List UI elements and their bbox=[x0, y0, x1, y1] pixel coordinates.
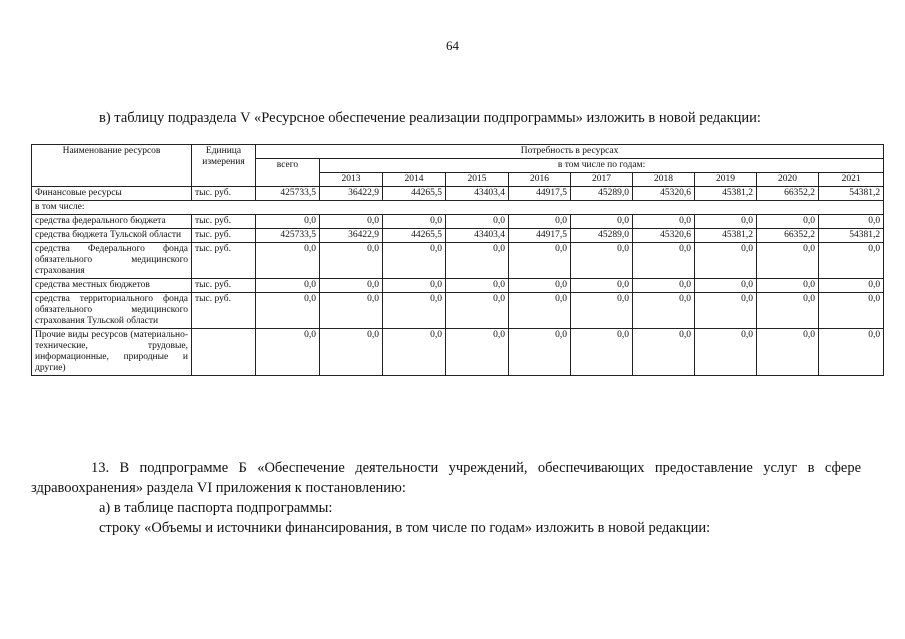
header-resource-need: Потребность в ресурсах bbox=[256, 145, 884, 159]
row-year-value: 0,0 bbox=[509, 293, 571, 329]
table-row bbox=[32, 229, 884, 243]
row-resource-name: средства Федерального фонда обязательного медицинского страхования bbox=[32, 243, 192, 279]
row-year-value: 0,0 bbox=[633, 329, 695, 376]
header-by-years: в том числе по годам: bbox=[320, 159, 884, 173]
header-year: 2017 bbox=[571, 173, 633, 187]
row-year-value: 44917,5 bbox=[509, 229, 571, 243]
row-year-value: 0,0 bbox=[695, 215, 757, 229]
row-year-value: 54381,2 bbox=[819, 229, 884, 243]
row-year-value: 0,0 bbox=[695, 279, 757, 293]
row-year-value: 0,0 bbox=[819, 293, 884, 329]
paragraph-13: 13. В подпрограмме Б «Обеспечение деятельности учреждений, обеспечивающих предоставление услуг в сфере здравоохранения» раздела VI приложения к постановлению: bbox=[31, 460, 861, 496]
row-year-value: 0,0 bbox=[509, 215, 571, 229]
header-row-1 bbox=[32, 145, 884, 159]
row-year-value: 36422,9 bbox=[320, 229, 383, 243]
row-year-value: 43403,4 bbox=[446, 229, 509, 243]
row-year-value: 0,0 bbox=[633, 215, 695, 229]
row-year-value: 0,0 bbox=[320, 293, 383, 329]
header-total: всего bbox=[256, 159, 320, 187]
header-year: 2019 bbox=[695, 173, 757, 187]
row-year-value: 0,0 bbox=[757, 215, 819, 229]
row-year-value: 44265,5 bbox=[383, 229, 446, 243]
row-year-value: 45289,0 bbox=[571, 229, 633, 243]
row-year-value: 0,0 bbox=[446, 279, 509, 293]
row-year-value: 0,0 bbox=[757, 243, 819, 279]
header-year: 2018 bbox=[633, 173, 695, 187]
row-year-value: 0,0 bbox=[446, 293, 509, 329]
row-year-value: 0,0 bbox=[571, 243, 633, 279]
row-year-value: 0,0 bbox=[571, 329, 633, 376]
row-unit: тыс. руб. bbox=[192, 293, 256, 329]
table-row bbox=[32, 215, 884, 229]
row-total: 0,0 bbox=[256, 279, 320, 293]
row-year-value: 0,0 bbox=[509, 243, 571, 279]
row-year-value: 54381,2 bbox=[819, 187, 884, 201]
intro-paragraph: в) таблицу подраздела V «Ресурсное обеспечение реализации подпрограммы» изложить в новой редакции: bbox=[99, 110, 761, 126]
row-year-value: 0,0 bbox=[383, 329, 446, 376]
row-year-value: 0,0 bbox=[509, 279, 571, 293]
row-year-value: 0,0 bbox=[695, 293, 757, 329]
page-number: 64 bbox=[446, 38, 459, 53]
row-subheading: в том числе: bbox=[32, 201, 884, 215]
row-year-value: 44265,5 bbox=[383, 187, 446, 201]
row-year-value: 0,0 bbox=[571, 279, 633, 293]
header-year: 2013 bbox=[320, 173, 383, 187]
row-year-value: 0,0 bbox=[633, 293, 695, 329]
row-total: 425733,5 bbox=[256, 229, 320, 243]
table-row bbox=[32, 293, 884, 329]
row-year-value: 0,0 bbox=[571, 293, 633, 329]
row-total: 0,0 bbox=[256, 243, 320, 279]
row-year-value: 0,0 bbox=[757, 279, 819, 293]
row-unit: тыс. руб. bbox=[192, 229, 256, 243]
header-year: 2015 bbox=[446, 173, 509, 187]
row-year-value: 0,0 bbox=[383, 293, 446, 329]
paragraph-b: строку «Объемы и источники финансирования, в том числе по годам» изложить в новой редакции: bbox=[99, 520, 711, 536]
header-year: 2016 bbox=[509, 173, 571, 187]
table-row bbox=[32, 279, 884, 293]
row-year-value: 0,0 bbox=[446, 243, 509, 279]
row-year-value: 0,0 bbox=[819, 329, 884, 376]
row-year-value: 45381,2 bbox=[695, 229, 757, 243]
header-year: 2014 bbox=[383, 173, 446, 187]
row-year-value: 0,0 bbox=[383, 243, 446, 279]
row-year-value: 0,0 bbox=[509, 329, 571, 376]
row-total: 0,0 bbox=[256, 215, 320, 229]
row-year-value: 66352,2 bbox=[757, 187, 819, 201]
row-year-value: 45320,6 bbox=[633, 229, 695, 243]
row-unit: тыс. руб. bbox=[192, 215, 256, 229]
row-year-value: 0,0 bbox=[819, 243, 884, 279]
row-year-value: 0,0 bbox=[757, 293, 819, 329]
row-unit: тыс. руб. bbox=[192, 187, 256, 201]
row-year-value: 36422,9 bbox=[320, 187, 383, 201]
row-year-value: 45320,6 bbox=[633, 187, 695, 201]
row-year-value: 0,0 bbox=[819, 215, 884, 229]
paragraph-a: а) в таблице паспорта подпрограммы: bbox=[99, 500, 333, 516]
row-year-value: 0,0 bbox=[757, 329, 819, 376]
table-row bbox=[32, 187, 884, 201]
row-year-value: 0,0 bbox=[383, 215, 446, 229]
row-year-value: 0,0 bbox=[446, 329, 509, 376]
row-year-value: 0,0 bbox=[571, 215, 633, 229]
row-year-value: 44917,5 bbox=[509, 187, 571, 201]
row-year-value: 0,0 bbox=[320, 329, 383, 376]
row-year-value: 0,0 bbox=[446, 215, 509, 229]
row-year-value: 0,0 bbox=[695, 243, 757, 279]
header-unit: Единица измерения bbox=[192, 145, 256, 187]
row-resource-name: средства бюджета Тульской области bbox=[32, 229, 192, 243]
header-year: 2020 bbox=[757, 173, 819, 187]
row-resource-name: средства федерального бюджета bbox=[32, 215, 192, 229]
row-total: 425733,5 bbox=[256, 187, 320, 201]
row-total: 0,0 bbox=[256, 293, 320, 329]
row-unit: тыс. руб. bbox=[192, 279, 256, 293]
row-unit bbox=[192, 329, 256, 376]
resource-table bbox=[31, 144, 884, 376]
row-unit: тыс. руб. bbox=[192, 243, 256, 279]
header-resource-name: Наименование ресурсов bbox=[32, 145, 192, 187]
row-resource-name: средства территориального фонда обязательного медицинского страхования Тульской области bbox=[32, 293, 192, 329]
row-resource-name: Прочие виды ресурсов (материально-технические, трудовые, информационные, природные и другие) bbox=[32, 329, 192, 376]
table-row bbox=[32, 201, 884, 215]
row-year-value: 0,0 bbox=[633, 279, 695, 293]
row-resource-name: средства местных бюджетов bbox=[32, 279, 192, 293]
row-year-value: 45381,2 bbox=[695, 187, 757, 201]
table-row bbox=[32, 243, 884, 279]
row-year-value: 0,0 bbox=[383, 279, 446, 293]
row-year-value: 45289,0 bbox=[571, 187, 633, 201]
row-year-value: 0,0 bbox=[320, 243, 383, 279]
row-year-value: 66352,2 bbox=[757, 229, 819, 243]
row-year-value: 0,0 bbox=[633, 243, 695, 279]
row-total: 0,0 bbox=[256, 329, 320, 376]
row-year-value: 0,0 bbox=[695, 329, 757, 376]
header-year: 2021 bbox=[819, 173, 884, 187]
row-resource-name: Финансовые ресурсы bbox=[32, 187, 192, 201]
row-year-value: 0,0 bbox=[819, 279, 884, 293]
row-year-value: 43403,4 bbox=[446, 187, 509, 201]
row-year-value: 0,0 bbox=[320, 279, 383, 293]
table-row bbox=[32, 329, 884, 376]
row-year-value: 0,0 bbox=[320, 215, 383, 229]
